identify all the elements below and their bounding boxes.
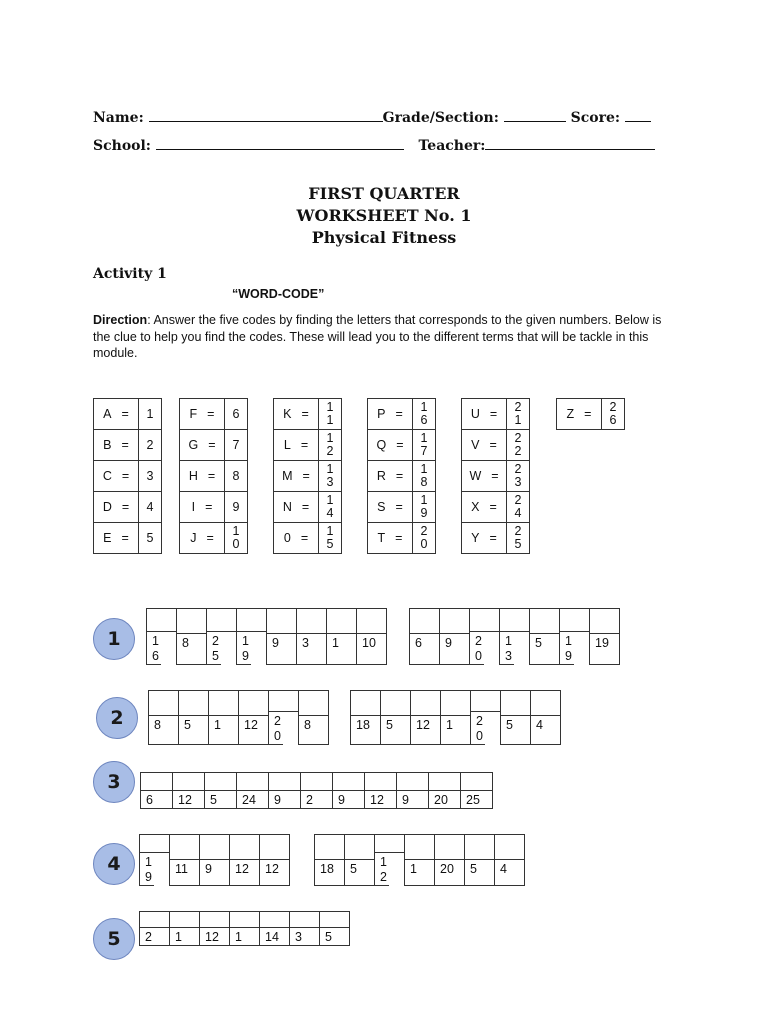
legend-number: 16 bbox=[413, 399, 436, 430]
answer-box[interactable] bbox=[435, 835, 464, 860]
code-number: 20 bbox=[429, 791, 460, 809]
code-cell bbox=[140, 835, 170, 886]
legend-number: 6 bbox=[225, 399, 248, 430]
grade-label: Grade/Section: bbox=[382, 110, 499, 126]
answer-box[interactable] bbox=[237, 773, 268, 791]
code-cell bbox=[170, 912, 200, 946]
code-number: 2 bbox=[140, 928, 169, 946]
code-number: 9 bbox=[269, 791, 300, 809]
legend-column bbox=[93, 398, 162, 554]
answer-box[interactable] bbox=[260, 912, 289, 928]
answer-box[interactable] bbox=[179, 691, 208, 716]
legend-column bbox=[556, 398, 625, 430]
legend-letter: S = bbox=[368, 492, 413, 523]
legend-column bbox=[179, 398, 248, 554]
word-group bbox=[139, 834, 290, 886]
legend-letter: U = bbox=[462, 399, 507, 430]
code-number: 6 bbox=[141, 791, 172, 809]
answer-box[interactable] bbox=[500, 609, 529, 632]
direction-label: Direction bbox=[93, 313, 148, 327]
code-cell bbox=[177, 609, 207, 665]
code-number: 4 bbox=[531, 716, 560, 745]
code-cell bbox=[301, 773, 333, 809]
code-number: 5 bbox=[381, 716, 410, 745]
puzzle-number-badge: 1 bbox=[93, 618, 135, 660]
legend-letter: L = bbox=[274, 430, 319, 461]
code-cell bbox=[149, 691, 179, 745]
answer-box[interactable] bbox=[405, 835, 434, 860]
answer-box[interactable] bbox=[441, 691, 470, 716]
name-field[interactable] bbox=[149, 109, 383, 122]
code-cell bbox=[200, 912, 230, 946]
legend-letter: I = bbox=[180, 492, 225, 523]
answer-box[interactable] bbox=[269, 773, 300, 791]
answer-box[interactable] bbox=[470, 609, 499, 632]
legend-number: 7 bbox=[225, 430, 248, 461]
code-number: 1 bbox=[230, 928, 259, 946]
legend-letter: K = bbox=[274, 399, 319, 430]
legend-letter: A = bbox=[94, 399, 139, 430]
title-topic: Physical Fitness bbox=[311, 228, 457, 247]
code-number: 1 bbox=[209, 716, 238, 745]
code-cell bbox=[290, 912, 320, 946]
code-number: 1 bbox=[405, 860, 434, 886]
code-number: 5 bbox=[205, 791, 236, 809]
code-cell bbox=[147, 609, 177, 665]
code-number: 5 bbox=[320, 928, 349, 946]
teacher-field[interactable] bbox=[485, 137, 655, 150]
puzzle-number-badge: 2 bbox=[96, 697, 138, 739]
answer-box[interactable] bbox=[327, 609, 356, 634]
code-cell bbox=[170, 835, 200, 886]
code-number: 19 bbox=[560, 632, 574, 665]
code-number: 12 bbox=[375, 853, 389, 886]
code-cell bbox=[260, 835, 290, 886]
answer-box[interactable] bbox=[410, 609, 439, 634]
code-number: 25 bbox=[207, 632, 221, 665]
answer-box[interactable] bbox=[170, 835, 199, 860]
answer-box[interactable] bbox=[495, 835, 524, 860]
code-cell bbox=[411, 691, 441, 745]
code-number: 3 bbox=[297, 634, 326, 665]
answer-box[interactable] bbox=[177, 609, 206, 634]
code-cell bbox=[429, 773, 461, 809]
code-cell bbox=[465, 835, 495, 886]
code-number: 3 bbox=[290, 928, 319, 946]
legend-letter: T = bbox=[368, 523, 413, 554]
legend-number: 10 bbox=[225, 523, 248, 554]
answer-box[interactable] bbox=[531, 691, 560, 716]
word-group bbox=[139, 911, 350, 946]
legend-letter: H = bbox=[180, 461, 225, 492]
legend-letter: J = bbox=[180, 523, 225, 554]
code-cell bbox=[501, 691, 531, 745]
code-cell bbox=[531, 691, 561, 745]
legend-letter: B = bbox=[94, 430, 139, 461]
legend-number: 2 bbox=[139, 430, 162, 461]
code-cell bbox=[237, 609, 267, 665]
legend-number: 12 bbox=[319, 430, 342, 461]
code-number: 8 bbox=[177, 634, 206, 665]
legend-letter: N = bbox=[274, 492, 319, 523]
school-line bbox=[93, 137, 655, 154]
code-number: 5 bbox=[501, 716, 530, 745]
answer-box[interactable] bbox=[381, 691, 410, 716]
answer-box[interactable] bbox=[173, 773, 204, 791]
code-number: 1 bbox=[170, 928, 199, 946]
code-number: 16 bbox=[147, 632, 161, 665]
legend-letter: R = bbox=[368, 461, 413, 492]
code-number: 5 bbox=[345, 860, 374, 886]
code-number: 13 bbox=[500, 632, 514, 665]
code-cell bbox=[320, 912, 350, 946]
legend-letter: Y = bbox=[462, 523, 507, 554]
answer-box[interactable] bbox=[147, 609, 176, 632]
answer-box[interactable] bbox=[149, 691, 178, 716]
legend-column bbox=[273, 398, 342, 554]
code-number: 12 bbox=[239, 716, 268, 745]
code-cell bbox=[179, 691, 209, 745]
code-number: 20 bbox=[269, 712, 283, 745]
legend-number: 3 bbox=[139, 461, 162, 492]
answer-box[interactable] bbox=[267, 609, 296, 634]
word-group bbox=[409, 608, 620, 665]
code-cell bbox=[267, 609, 297, 665]
answer-box[interactable] bbox=[200, 912, 229, 928]
answer-box[interactable] bbox=[411, 691, 440, 716]
code-number: 12 bbox=[365, 791, 396, 809]
direction-paragraph bbox=[93, 312, 668, 362]
code-cell bbox=[397, 773, 429, 809]
legend-letter: V = bbox=[462, 430, 507, 461]
code-number: 5 bbox=[179, 716, 208, 745]
code-number: 1 bbox=[441, 716, 470, 745]
answer-box[interactable] bbox=[440, 609, 469, 634]
code-cell bbox=[230, 912, 260, 946]
code-cell bbox=[333, 773, 365, 809]
code-cell bbox=[530, 609, 560, 665]
answer-box[interactable] bbox=[375, 835, 404, 853]
code-cell bbox=[435, 835, 465, 886]
title-quarter: FIRST QUARTER bbox=[308, 184, 460, 203]
code-number: 19 bbox=[237, 632, 251, 665]
code-number: 11 bbox=[170, 860, 199, 886]
code-cell bbox=[327, 609, 357, 665]
legend-letter: F = bbox=[180, 399, 225, 430]
legend-number: 18 bbox=[413, 461, 436, 492]
activity-subtitle: “WORD-CODE” bbox=[232, 287, 325, 301]
code-number: 12 bbox=[260, 860, 289, 886]
answer-box[interactable] bbox=[297, 609, 326, 634]
code-cell bbox=[299, 691, 329, 745]
code-number: 19 bbox=[140, 853, 154, 886]
code-number: 6 bbox=[410, 634, 439, 665]
answer-box[interactable] bbox=[357, 609, 386, 634]
code-cell bbox=[269, 691, 299, 745]
legend-number: 26 bbox=[602, 399, 625, 430]
code-cell bbox=[200, 835, 230, 886]
answer-box[interactable] bbox=[461, 773, 492, 791]
code-cell bbox=[357, 609, 387, 665]
legend-number: 4 bbox=[139, 492, 162, 523]
code-number: 19 bbox=[590, 634, 619, 665]
code-cell bbox=[209, 691, 239, 745]
answer-box[interactable] bbox=[465, 835, 494, 860]
answer-box[interactable] bbox=[365, 773, 396, 791]
legend-number: 8 bbox=[225, 461, 248, 492]
code-number: 8 bbox=[149, 716, 178, 745]
title-worksheet: WORKSHEET No. 1 bbox=[296, 206, 472, 225]
word-group bbox=[140, 772, 493, 809]
code-number: 9 bbox=[440, 634, 469, 665]
code-number: 14 bbox=[260, 928, 289, 946]
legend-number: 14 bbox=[319, 492, 342, 523]
answer-box[interactable] bbox=[429, 773, 460, 791]
code-cell bbox=[239, 691, 269, 745]
answer-box[interactable] bbox=[301, 773, 332, 791]
word-group bbox=[146, 608, 387, 665]
answer-box[interactable] bbox=[471, 691, 500, 712]
code-number: 24 bbox=[237, 791, 268, 809]
code-cell bbox=[230, 835, 260, 886]
code-cell bbox=[471, 691, 501, 745]
legend-number: 25 bbox=[507, 523, 530, 554]
answer-box[interactable] bbox=[209, 691, 238, 716]
legend-number: 21 bbox=[507, 399, 530, 430]
name-label: Name: bbox=[93, 110, 144, 126]
legend-column bbox=[461, 398, 530, 554]
activity-label: Activity 1 bbox=[93, 266, 167, 282]
code-cell bbox=[590, 609, 620, 665]
answer-box[interactable] bbox=[140, 835, 169, 853]
code-cell bbox=[345, 835, 375, 886]
code-cell bbox=[441, 691, 471, 745]
legend-letter: C = bbox=[94, 461, 139, 492]
legend-number: 11 bbox=[319, 399, 342, 430]
code-number: 9 bbox=[333, 791, 364, 809]
legend-number: 15 bbox=[319, 523, 342, 554]
code-cell bbox=[315, 835, 345, 886]
code-cell bbox=[440, 609, 470, 665]
legend-number: 22 bbox=[507, 430, 530, 461]
answer-box[interactable] bbox=[501, 691, 530, 716]
puzzle-number-badge: 5 bbox=[93, 918, 135, 960]
score-label: Score: bbox=[570, 110, 621, 126]
code-number: 12 bbox=[200, 928, 229, 946]
code-cell bbox=[500, 609, 530, 665]
legend-letter: E = bbox=[94, 523, 139, 554]
legend-letter: P = bbox=[368, 399, 413, 430]
puzzle-number-badge: 4 bbox=[93, 843, 135, 885]
code-cell bbox=[495, 835, 525, 886]
code-cell bbox=[381, 691, 411, 745]
code-number: 9 bbox=[200, 860, 229, 886]
code-cell bbox=[205, 773, 237, 809]
code-cell bbox=[269, 773, 301, 809]
name-line bbox=[93, 109, 651, 126]
code-number: 12 bbox=[230, 860, 259, 886]
word-group bbox=[350, 690, 561, 745]
answer-box[interactable] bbox=[351, 691, 380, 716]
answer-box[interactable] bbox=[269, 691, 298, 712]
code-number: 18 bbox=[351, 716, 380, 745]
answer-box[interactable] bbox=[237, 609, 266, 632]
code-cell bbox=[365, 773, 397, 809]
code-cell bbox=[410, 609, 440, 665]
legend-letter: X = bbox=[462, 492, 507, 523]
answer-box[interactable] bbox=[230, 835, 259, 860]
direction-text: : Answer the five codes by finding the letters that corresponds to the given numbers. Below is the clue to help you find the codes. These will lead you to the different terms that will be tackle in this module. bbox=[93, 313, 662, 360]
legend-number: 20 bbox=[413, 523, 436, 554]
legend-number: 5 bbox=[139, 523, 162, 554]
answer-box[interactable] bbox=[530, 609, 559, 634]
grade-field[interactable] bbox=[504, 109, 566, 122]
code-cell bbox=[375, 835, 405, 886]
code-number: 5 bbox=[465, 860, 494, 886]
code-cell bbox=[140, 912, 170, 946]
answer-box[interactable] bbox=[315, 835, 344, 860]
legend-column bbox=[367, 398, 436, 554]
legend-letter: 0 = bbox=[274, 523, 319, 554]
code-number: 25 bbox=[461, 791, 492, 809]
score-field[interactable] bbox=[625, 109, 651, 122]
code-number: 20 bbox=[435, 860, 464, 886]
legend-letter: W = bbox=[462, 461, 507, 492]
legend-number: 24 bbox=[507, 492, 530, 523]
answer-box[interactable] bbox=[205, 773, 236, 791]
code-cell bbox=[237, 773, 269, 809]
answer-box[interactable] bbox=[397, 773, 428, 791]
answer-box[interactable] bbox=[290, 912, 319, 928]
legend-letter: D = bbox=[94, 492, 139, 523]
code-cell bbox=[461, 773, 493, 809]
teacher-label: Teacher: bbox=[418, 138, 486, 154]
answer-box[interactable] bbox=[140, 912, 169, 928]
answer-box[interactable] bbox=[299, 691, 328, 716]
legend-letter: M = bbox=[274, 461, 319, 492]
answer-box[interactable] bbox=[200, 835, 229, 860]
code-cell bbox=[207, 609, 237, 665]
code-number: 2 bbox=[301, 791, 332, 809]
code-number: 10 bbox=[357, 634, 386, 665]
puzzle-number-badge: 3 bbox=[93, 761, 135, 803]
code-number: 9 bbox=[267, 634, 296, 665]
code-number: 8 bbox=[299, 716, 328, 745]
code-cell bbox=[173, 773, 205, 809]
answer-box[interactable] bbox=[230, 912, 259, 928]
code-number: 1 bbox=[327, 634, 356, 665]
code-number: 9 bbox=[397, 791, 428, 809]
code-cell bbox=[297, 609, 327, 665]
legend-number: 19 bbox=[413, 492, 436, 523]
answer-box[interactable] bbox=[560, 609, 589, 632]
school-field[interactable] bbox=[156, 137, 404, 150]
code-cell bbox=[351, 691, 381, 745]
legend-number: 13 bbox=[319, 461, 342, 492]
code-number: 20 bbox=[471, 712, 485, 745]
code-number: 4 bbox=[495, 860, 524, 886]
answer-box[interactable] bbox=[207, 609, 236, 632]
word-group bbox=[314, 834, 525, 886]
code-number: 18 bbox=[315, 860, 344, 886]
code-number: 5 bbox=[530, 634, 559, 665]
answer-box[interactable] bbox=[170, 912, 199, 928]
answer-box[interactable] bbox=[260, 835, 289, 860]
legend-number: 17 bbox=[413, 430, 436, 461]
legend-letter: G = bbox=[180, 430, 225, 461]
answer-box[interactable] bbox=[590, 609, 619, 634]
code-cell bbox=[141, 773, 173, 809]
word-group bbox=[148, 690, 329, 745]
legend-letter: Q = bbox=[368, 430, 413, 461]
code-cell bbox=[470, 609, 500, 665]
answer-box[interactable] bbox=[345, 835, 374, 860]
legend-number: 9 bbox=[225, 492, 248, 523]
code-number: 20 bbox=[470, 632, 484, 665]
code-cell bbox=[560, 609, 590, 665]
school-label: School: bbox=[93, 138, 151, 154]
code-number: 12 bbox=[173, 791, 204, 809]
code-cell bbox=[260, 912, 290, 946]
answer-box[interactable] bbox=[333, 773, 364, 791]
code-cell bbox=[405, 835, 435, 886]
answer-box[interactable] bbox=[320, 912, 349, 928]
answer-box[interactable] bbox=[239, 691, 268, 716]
legend-letter: Z = bbox=[557, 399, 602, 430]
legend-number: 23 bbox=[507, 461, 530, 492]
code-number: 12 bbox=[411, 716, 440, 745]
answer-box[interactable] bbox=[141, 773, 172, 791]
legend-number: 1 bbox=[139, 399, 162, 430]
